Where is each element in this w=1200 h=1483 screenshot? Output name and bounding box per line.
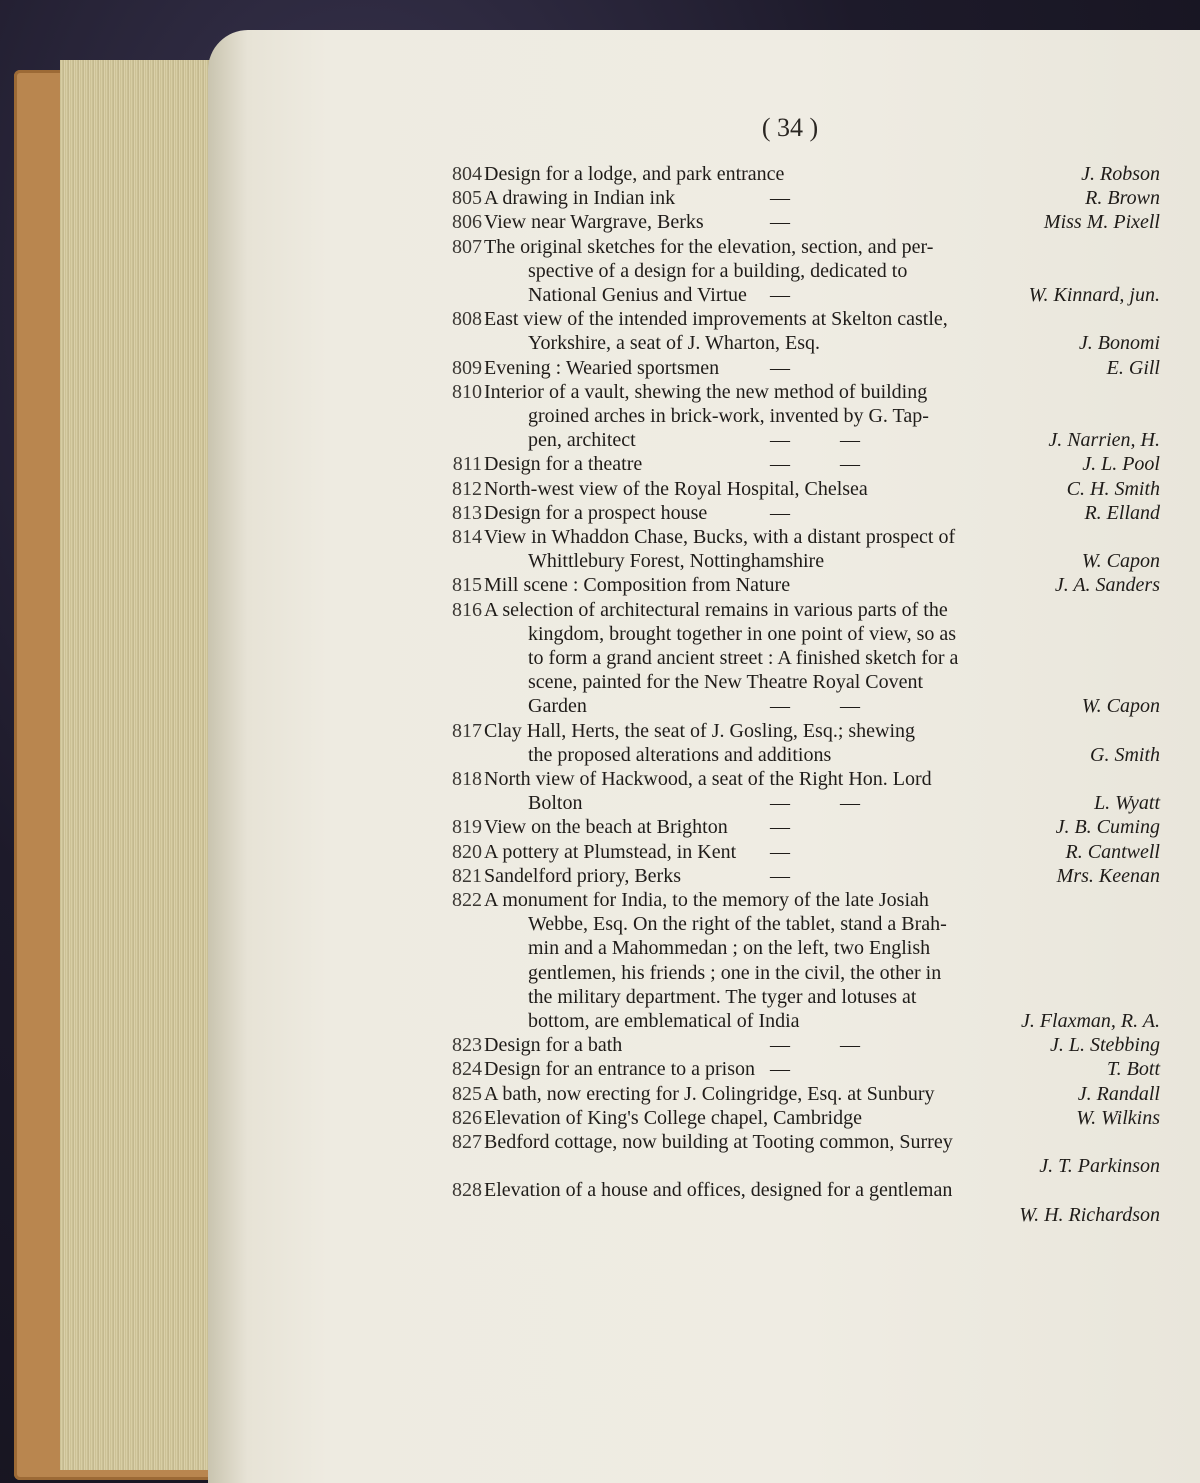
entry-dash: — — [770,453,860,476]
entry-artist: W. Wilkins [1076,1106,1160,1129]
entry-artist: G. Smith [1090,743,1160,766]
entry-number: 824 [452,1058,482,1081]
entry-title: bottom, are emblematical of India [528,1010,800,1032]
entry-artist: Mrs. Keenan [1056,864,1160,887]
entry-dash: — [770,840,790,863]
entry-title: gentlemen, his friends ; one in the civil, the other in [528,961,942,984]
entry-title: View on the beach at Brighton [484,816,728,839]
catalogue-entry-continuation [0,669,1200,695]
entry-dash: — [770,284,790,306]
entry-title: A monument for India, to the memory of the late Josiah [484,889,929,911]
entry-artist: J. A. Sanders [1054,574,1160,597]
entry-dash: — [770,187,790,210]
entry-title: Elevation of King's College chapel, Cambridge [484,1106,862,1129]
catalogue-entry-continuation [0,258,1200,284]
catalogue-entry [0,1032,1200,1058]
entry-dash: — [770,211,790,234]
entry-title: the proposed alterations and additions [528,743,832,766]
catalogue-entry-continuation [0,935,1200,961]
entry-artist: E. Gill [1106,356,1160,379]
entry-dash: — [770,816,790,839]
entry-artist: J. Narrien, H. [1048,429,1160,452]
entry-number: 828 [452,1179,482,1202]
entry-title: Sandelford priory, Berks [484,864,681,887]
entry-title: spective of a design for a building, dedicated to [528,259,908,282]
entry-number: 811 [452,453,482,476]
entry-dash: — — [770,792,860,815]
catalogue-entry-continuation [0,693,1200,719]
catalogue-entry-continuation [0,911,1200,937]
entry-number: 807 [452,235,482,258]
catalogue-entry [0,161,1200,187]
catalogue-entry-continuation [0,742,1200,768]
entry-title: A pottery at Plumstead, in Kent [484,840,737,863]
catalogue-entry [0,500,1200,526]
catalogue-entry-continuation [0,960,1200,986]
entry-title: groined arches in brick-work, invented by G. Tap- [528,405,929,427]
entry-title: Bedford cottage, now building at Tooting common, Surrey [484,1131,953,1153]
entry-number: 805 [452,187,482,210]
entry-artist: R. Brown [1085,187,1160,210]
entry-title: Design for a bath [484,1034,623,1057]
entry-title: Design for a lodge, and park entrance [484,163,785,185]
entry-title: Whittlebury Forest, Nottinghamshire [528,550,825,573]
catalogue-entry [0,572,1200,598]
entry-title: the military department. The tyger and lotuses at [528,985,917,1008]
catalogue-entry [0,839,1200,865]
catalogue-entry [0,814,1200,840]
entry-dash: — [770,864,790,887]
entry-title: Mill scene : Composition from Nature [484,574,791,597]
entry-dash: — [770,501,790,524]
catalogue-entry-continuation [0,645,1200,671]
entry-title: Design for a prospect house [484,501,708,524]
catalogue-entry [0,451,1200,477]
entry-title: A bath, now erecting for J. Colingridge, Esq. at Sunbury [484,1082,935,1105]
catalogue-entry [0,234,1200,260]
entry-artist: J. Flaxman, R. A. [1020,1010,1160,1032]
catalogue-entry [0,524,1200,550]
entry-dash: — [770,356,790,379]
catalogue-entry-continuation [0,1202,1200,1228]
catalogue-entry [0,306,1200,332]
entry-title: Garden [528,695,587,718]
catalogue-entry-continuation [0,403,1200,429]
entry-number: 826 [452,1106,482,1129]
entry-title: Design for a theatre [484,453,643,476]
entry-number: 823 [452,1034,482,1057]
entry-title: View near Wargrave, Berks [484,211,704,234]
entry-artist: R. Elland [1084,501,1160,524]
entry-number: 810 [452,380,482,403]
entry-title: North view of Hackwood, a seat of the Right Hon. Lord [484,768,932,790]
entry-title: Elevation of a house and offices, designed for a gentleman [484,1179,953,1202]
entry-number: 813 [452,501,482,524]
catalogue-entry [0,1081,1200,1107]
entry-artist: J. Randall [1077,1082,1160,1105]
entry-title: min and a Mahommedan ; on the left, two English [528,937,931,960]
entry-artist: J. L. Pool [1082,453,1160,476]
entry-artist: R. Cantwell [1065,840,1160,863]
entry-artist: J. Robson [1081,163,1160,185]
entry-artist: C. H. Smith [1066,477,1160,500]
catalogue-entry [0,863,1200,889]
entry-artist: W. Kinnard, jun. [1028,284,1160,306]
catalogue-entry [0,1129,1200,1155]
entry-number: 806 [452,211,482,234]
entry-number: 817 [452,719,482,742]
page-number: ( 34 ) [761,113,819,142]
entry-title: North-west view of the Royal Hospital, Chelsea [484,477,868,500]
entry-title: The original sketches for the elevation, section, and per- [484,235,934,258]
entry-artist: J. Bonomi [1078,332,1160,355]
entry-number: 808 [452,308,482,331]
entry-number: 804 [452,163,482,185]
catalogue-entry [0,209,1200,235]
entry-number: 818 [452,768,482,790]
entry-title: Yorkshire, a seat of J. Wharton, Esq. [528,332,821,355]
catalogue-entry-continuation [0,621,1200,647]
entry-artist: W. Capon [1081,550,1160,573]
entry-title: scene, painted for the New Theatre Royal Covent [528,671,924,694]
entry-title: Bolton [528,792,583,815]
entry-title: kingdom, brought together in one point of view, so as [528,622,957,645]
entry-artist: W. Capon [1081,695,1160,718]
catalogue-entry [0,1056,1200,1082]
entry-number: 809 [452,356,482,379]
entry-dash: — — [770,1034,860,1057]
entry-number: 822 [452,889,482,911]
entry-artist: J. B. Cuming [1055,816,1160,839]
entry-title: View in Whaddon Chase, Bucks, with a distant prospect of [484,526,956,548]
entry-artist: W. H. Richardson [1019,1203,1160,1226]
catalogue-entry-continuation [0,1153,1200,1179]
entry-title: pen, architect [528,429,636,452]
entry-number: 815 [452,574,482,597]
entry-artist: Miss M. Pixell [1043,211,1160,234]
catalogue-entry [0,476,1200,502]
entry-number: 814 [452,526,482,548]
catalogue-entry [0,185,1200,211]
entry-artist: J. T. Parkinson [1039,1155,1160,1178]
entry-artist: L. Wyatt [1094,792,1160,815]
entry-number: 820 [452,840,482,863]
entry-title: East view of the intended improvements at Skelton castle, [484,308,948,331]
entry-title: National Genius and Virtue [528,284,747,306]
catalogue-entry [0,766,1200,792]
catalogue-entry [0,1177,1200,1203]
catalogue-entry [0,887,1200,913]
catalogue-entry-continuation [0,427,1200,453]
entry-title: to form a grand ancient street : A finished sketch for a [528,647,959,669]
entry-number: 812 [452,477,482,500]
entry-number: 825 [452,1082,482,1105]
catalogue-entry [0,597,1200,623]
catalogue-entry [0,1105,1200,1131]
catalogue-entry [0,379,1200,405]
entry-title: A selection of architectural remains in various parts of the [484,598,948,621]
entry-number: 821 [452,864,482,887]
entry-number: 827 [452,1131,482,1153]
entry-number: 816 [452,598,482,621]
entry-title: Clay Hall, Herts, the seat of J. Gosling, Esq.; shewing [484,719,916,742]
entry-title: Interior of a vault, shewing the new method of building [484,380,928,403]
entry-title: A drawing in Indian ink [484,187,676,210]
entry-title: Design for an entrance to a prison [484,1058,756,1081]
catalogue-entry-continuation [0,1008,1200,1034]
catalogue-entry-continuation [0,984,1200,1010]
catalogue-entry [0,718,1200,744]
entry-dash: — — [770,695,860,718]
catalogue-entry-continuation [0,790,1200,816]
entry-dash: — [770,1058,790,1081]
catalogue-entry-continuation [0,282,1200,308]
entry-title: Evening : Wearied sportsmen [484,356,720,379]
entry-dash: — — [770,429,860,452]
catalogue-entry [0,355,1200,381]
entry-artist: T. Bott [1107,1058,1160,1081]
entry-title: Webbe, Esq. On the right of the tablet, stand a Brah- [528,913,947,936]
entry-number: 819 [452,816,482,839]
entry-artist: J. L. Stebbing [1050,1034,1160,1057]
catalogue-entry-continuation [0,330,1200,356]
catalogue-entry-continuation [0,548,1200,574]
